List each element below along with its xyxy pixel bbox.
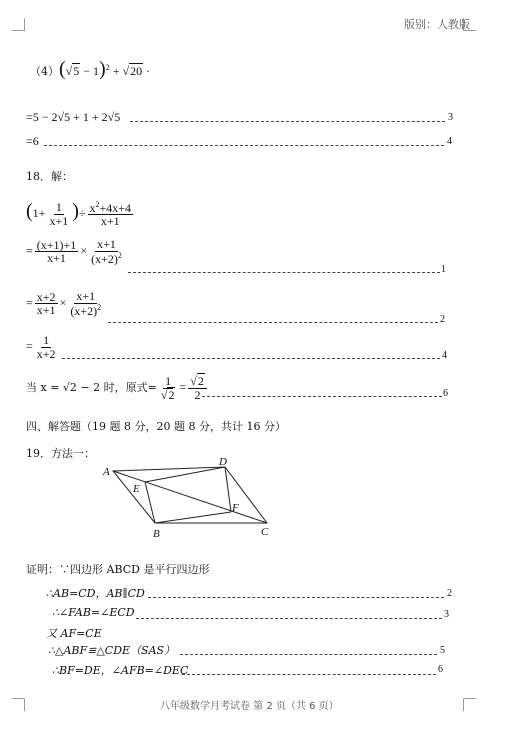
q18-step3: = $\frac{1}{x+2}$ [26,333,56,361]
q19-proof-line1-leader [148,597,444,598]
point-label-d: D [219,456,227,468]
q19-proof-line2: ∴∠FAB=∠ECD [52,606,135,619]
q19-proof-line4-leader [180,654,437,655]
crop-mark-bottom-left [12,698,25,711]
edition-label: 版别：人教版 [404,18,470,31]
q18-step3-leader [62,358,440,359]
q19-proof-line1-mark: 2 [447,588,452,599]
part4-step1-mark: 3 [448,112,453,123]
q18-condition-text: 当 x = √2 − 2 时，原式= [26,380,157,394]
parallelogram-abcd [113,467,267,523]
part4-expression [30,58,150,81]
point-label-b: B [153,528,160,540]
q19-proof-line3: 又 AF=CE [46,627,102,640]
q19-proof-line5-leader [182,674,436,675]
q18-step1: = $\frac{(x+1)+1}{x+1}$ × $\frac{x+1}{(x+2)^2}$ [26,237,122,266]
part4-step1: =5 − 2√5 + 1 + 2√5 [26,110,121,124]
point-label-c: C [261,526,269,538]
q18-condition-leader [202,396,442,397]
part4-step2: =6 [26,134,39,148]
part4-label: （4） [30,65,59,78]
parallelogram-diagram [95,455,285,543]
point-label-a: A [103,466,110,478]
q18-title: 18．解： [26,170,73,183]
q18-step2-mark: 2 [440,314,445,325]
q19-proof-line1: ∴AB=CD，AB∥CD [46,587,145,600]
part4-step1-leader [130,121,445,122]
point-label-e: E [133,483,140,495]
q18-step1-mark: 1 [441,264,446,275]
q18-condition-mark: 6 [443,388,448,399]
page-footer: 八年级数学月考试卷 第 2 页（共 6 页） [160,701,339,712]
q18-result: $\frac{1}{√2}$ = $\frac{√2}{2}$ [157,380,209,394]
q19-proof-line5-mark: 6 [438,664,443,675]
q19-proof-line4-mark: 5 [440,645,445,656]
q18-expression: (1+ $\frac{1}{x+1}$ )÷ $\frac{x^2+4x+4}{x+1}$ [26,199,132,229]
part4-formula: $(√5 - 1)^2 + √20$ · [59,58,151,80]
q19-proof-intro: 证明：∵四边形 ABCD 是平行四边形 [26,563,210,576]
q19-proof-line2-leader [136,618,442,619]
q18-step2: = $\frac{x+2}{x+1}$ × $\frac{x+1}{(x+2)^2}$ [26,289,102,318]
q19-proof-line5: ∴BF=DE，∠AFB=∠DEC [52,664,189,677]
q19-proof-line2-mark: 3 [444,609,449,620]
diagonal-ac [113,471,267,523]
q18-condition [26,375,209,401]
q19-proof-line4: ∴△ABF≌△CDE（SAS） [48,644,176,657]
point-label-f: F [232,502,239,514]
q19-title: 19．方法一： [26,447,95,460]
crop-mark-bottom-right [463,698,476,711]
q18-step1-leader [128,272,440,273]
q18-step2-leader [108,322,438,323]
part4-step2-mark: 4 [447,136,452,147]
segment-bf [155,512,231,523]
part4-step2-leader [44,145,444,146]
crop-mark-top-left [12,18,25,31]
q18-step3-mark: 4 [442,350,447,361]
section4-title: 四、解答题（19 题 8 分，20 题 8 分，共计 16 分） [26,420,286,433]
